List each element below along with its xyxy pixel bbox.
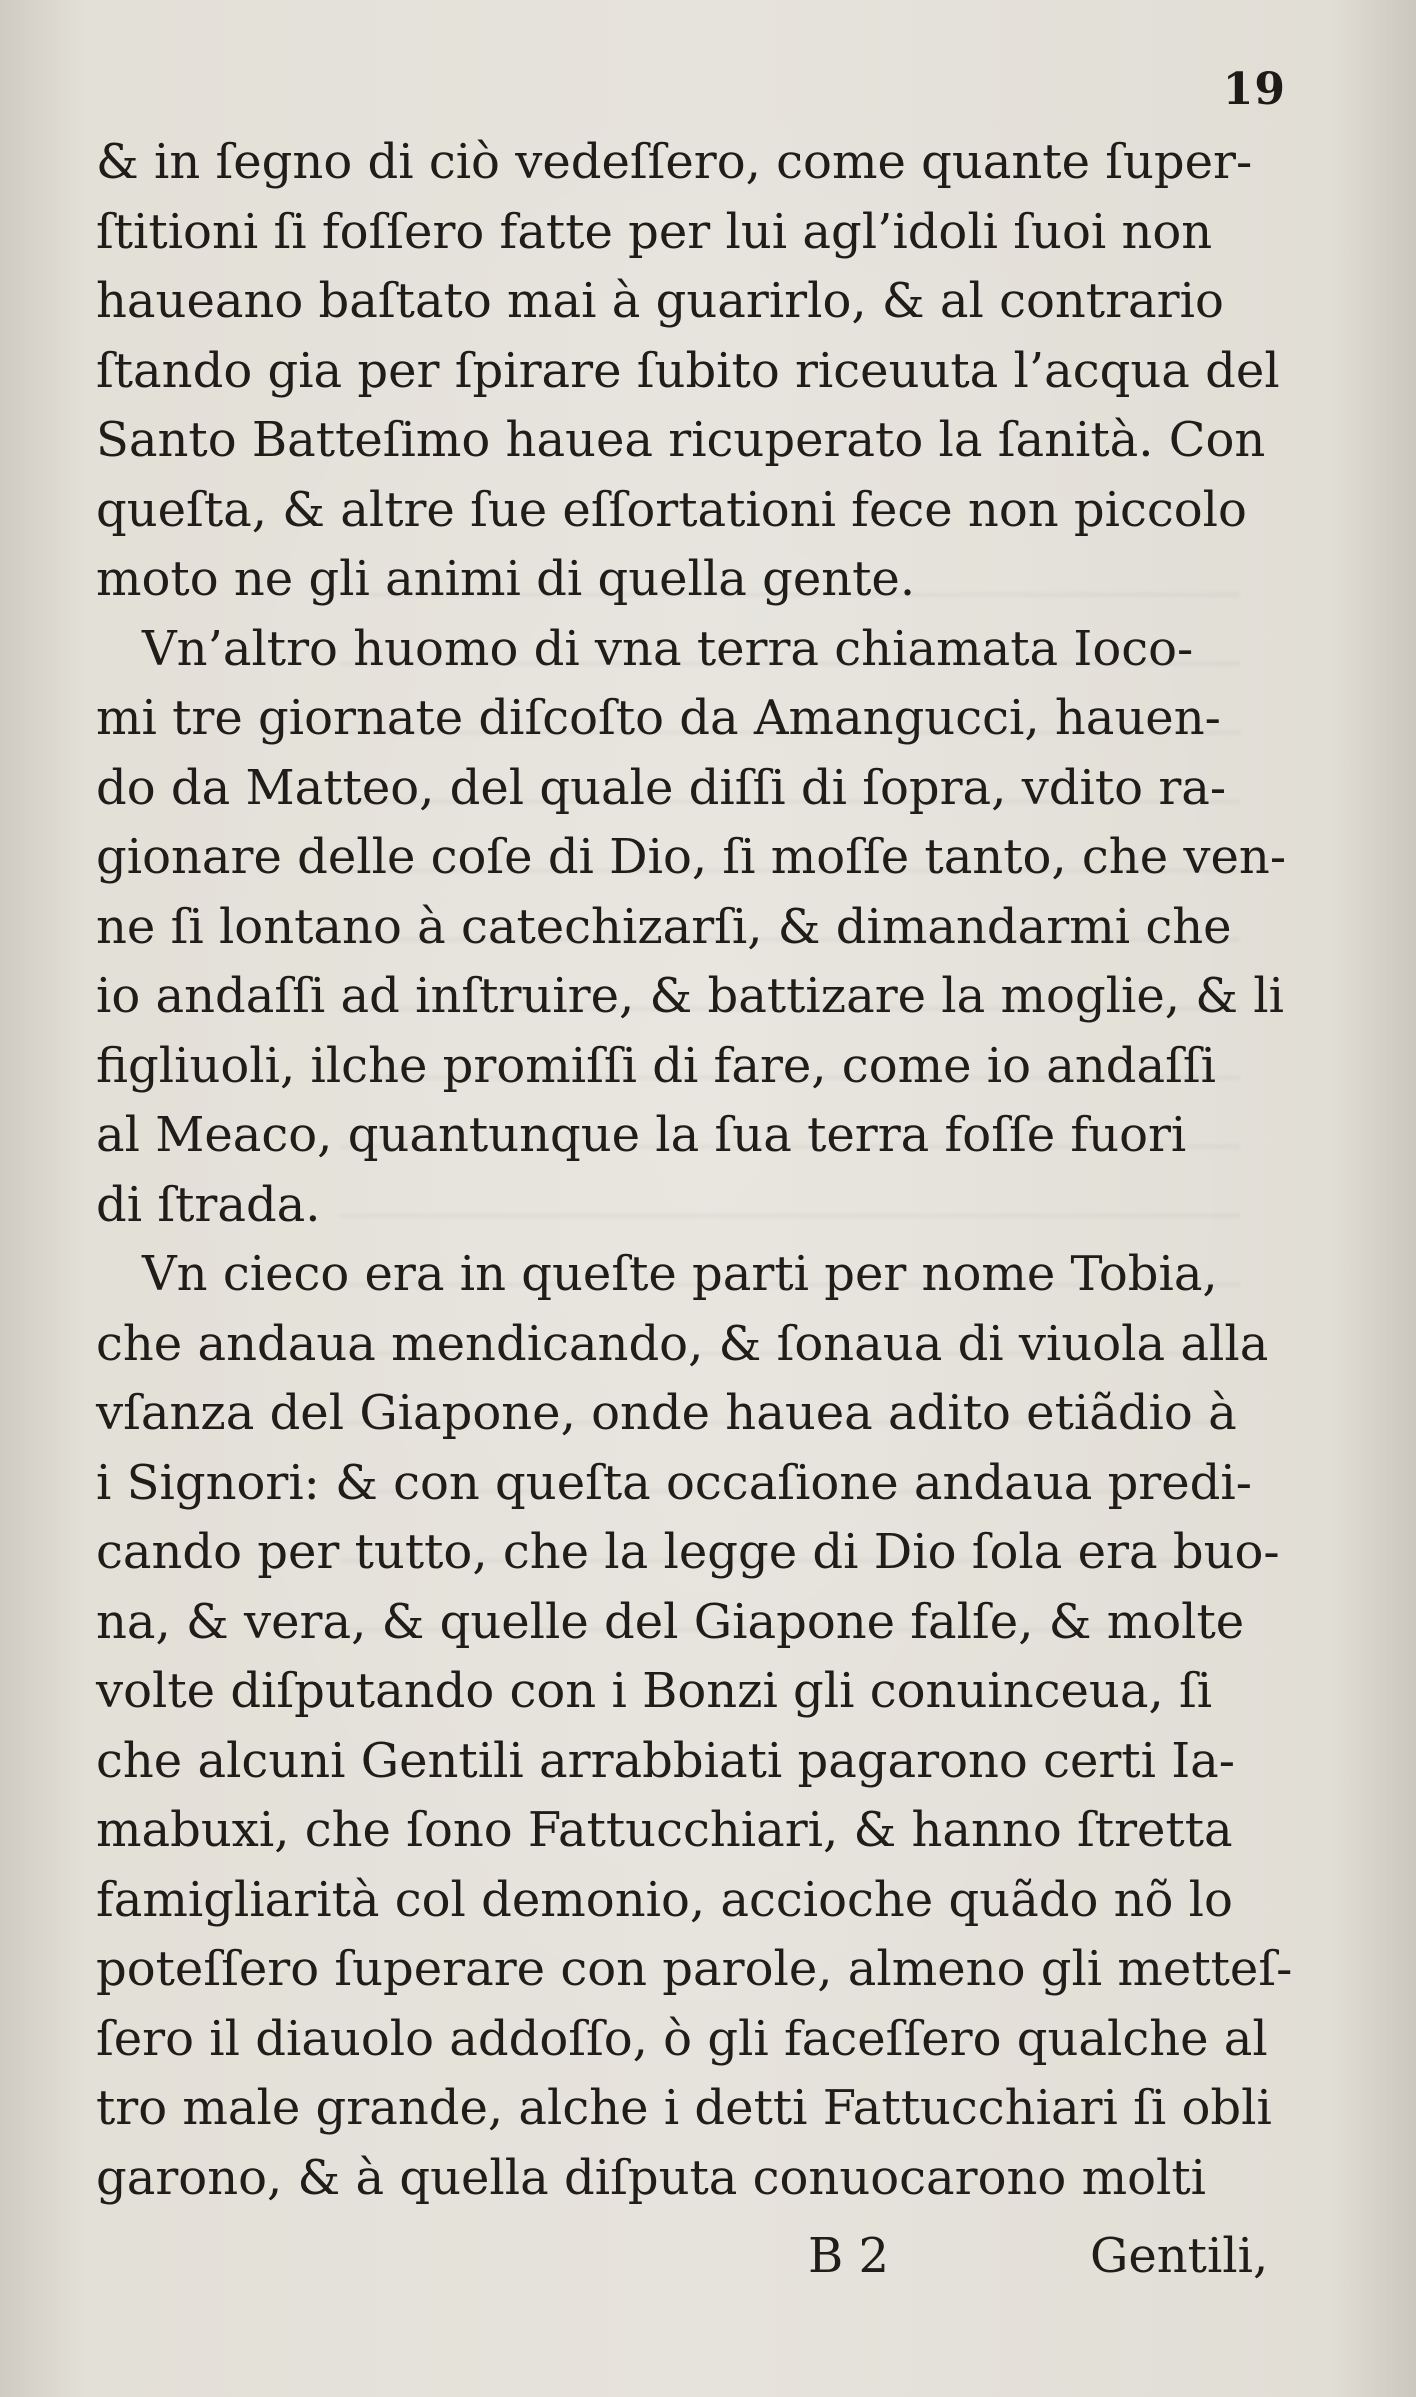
- text-line: vſanza del Giapone, onde hauea adito etiãdio à: [96, 1385, 1237, 1441]
- text-line: che alcuni Gentili arrabbiati pagarono certi Ia-: [96, 1732, 1235, 1789]
- text-line: queſta, & altre ſue eſſortationi fece non piccolo: [96, 481, 1247, 538]
- body-text: [96, 128, 1296, 2213]
- text-line: tro male grande, alche i detti Fattucchiari ſi obli: [96, 2080, 1272, 2136]
- text-line: do da Matteo, del quale diſſi di ſopra, vdito ra-: [96, 759, 1227, 816]
- text-line: haueano baſtato mai à guarirlo, & al contrario: [96, 273, 1224, 329]
- catchword: Gentili,: [1090, 2228, 1269, 2284]
- text-line: di ſtrada.: [96, 1176, 321, 1233]
- text-line: ne ſi lontano à catechizarſi, & dimandarmi che: [96, 898, 1232, 955]
- text-line: figliuoli, ilche promiſſi di fare, come io andaſſi: [96, 1037, 1217, 1094]
- text-line: garono, & à quella diſputa conuocarono molti: [96, 2149, 1206, 2206]
- text-line: ſero il diauolo addoſſo, ò gli faceſſero qualche al: [96, 2010, 1268, 2067]
- text-line: che andaua mendicando, & ſonaua di viuola alla: [96, 1315, 1269, 1372]
- text-line: mi tre giornate diſcoſto da Amangucci, hauen-: [96, 690, 1221, 746]
- signature-mark: B 2: [808, 2228, 890, 2284]
- page-number: 19: [1222, 64, 1286, 115]
- text-line: na, & vera, & quelle del Giapone falſe, & molte: [96, 1593, 1245, 1650]
- page-footer: [0, 2228, 1416, 2298]
- paragraph-start-line: Vn cieco era in queſte parti per nome Tobia,: [142, 1246, 1218, 1302]
- text-line: al Meaco, quantunque la ſua terra foſſe fuori: [96, 1107, 1187, 1163]
- text-line: poteſſero ſuperare con parole, almeno gli metteſ-: [96, 1941, 1293, 1997]
- text-line: i Signori: & con queſta occaſione andaua predi-: [96, 1454, 1252, 1511]
- text-line: volte diſputando con i Bonzi gli conuinceua, ſi: [96, 1663, 1213, 1719]
- paragraph-start-line: Vn’altro huomo di vna terra chiamata Ioco-: [142, 620, 1194, 677]
- text-line: mabuxi, che ſono Fattucchiari, & hanno ſtretta: [96, 1802, 1233, 1858]
- text-line: cando per tutto, che la legge di Dio ſola era buo-: [96, 1524, 1280, 1580]
- text-line: moto ne gli animi di quella gente.: [96, 551, 916, 607]
- text-line: ſtitioni ſi foſſero fatte per lui agl’idoli ſuoi non: [96, 203, 1213, 260]
- text-line: & in ſegno di ciò vedeſſero, come quante ſuper-: [96, 134, 1253, 190]
- text-line: gionare delle coſe di Dio, ſi moſſe tanto, che ven-: [96, 829, 1287, 885]
- text-line: io andaſſi ad inſtruire, & battizare la moglie, & li: [96, 968, 1284, 1024]
- text-line: famigliarità col demonio, accioche quãdo nõ lo: [96, 1871, 1233, 1928]
- text-line: Santo Batteſimo hauea ricuperato la ſanità. Con: [96, 412, 1266, 468]
- text-line: ſtando gia per ſpirare ſubito riceuuta l’acqua del: [96, 342, 1280, 399]
